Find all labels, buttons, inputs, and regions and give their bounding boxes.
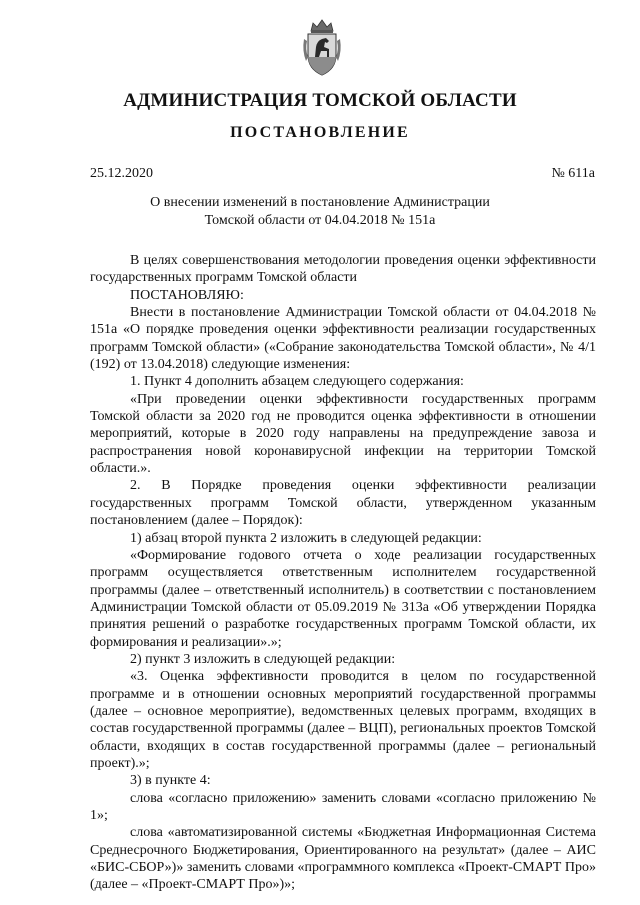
document-body (90, 252, 596, 894)
document-date: 25.12.2020 (90, 166, 153, 181)
paragraph: 3) в пункте 4: (130, 773, 211, 789)
paragraph: 2. В Порядке проведения оценки эффективности реализации государственных программ Томской области, утвержденном указанным постановлением (далее – Порядок): (90, 478, 596, 529)
paragraph: «Формирование годового отчета о ходе реализации государственных программ осуществляется ответственным исполнителем государственной программы (далее – ответственный исполнитель) в соответствии с постановлением Администрации Томской области от 05.09.2019 № 313а «Об утверждении Порядка принятия решений о разработке государственных программ Томской области, их формирования и реализации».»; (90, 547, 596, 650)
paragraph: 1. Пункт 4 дополнить абзацем следующего содержания: (130, 374, 464, 390)
document-subject (0, 194, 640, 230)
document-type-title: ПОСТАНОВЛЕНИЕ (230, 124, 410, 141)
paragraph-decree-word: ПОСТАНОВЛЯЮ: (130, 287, 244, 303)
organization-title: АДМИНИСТРАЦИЯ ТОМСКОЙ ОБЛАСТИ (123, 90, 517, 111)
subject-line: Томской области от 04.04.2018 № 151а (204, 213, 436, 228)
paragraph: 2) пункт 3 изложить в следующей редакции: (130, 651, 396, 667)
document-number: № 611а (551, 166, 595, 181)
subject-line: О внесении изменений в постановление Администрации (150, 195, 490, 210)
paragraph: 1) абзац второй пункта 2 изложить в следующей редакции: (130, 530, 482, 546)
paragraph: слова «согласно приложению» заменить словами «согласно приложению № 1»; (90, 790, 596, 823)
paragraph: В целях совершенствования методологии проведения оценки эффективности государственных программ Томской области (90, 253, 596, 286)
paragraph: «При проведении оценки эффективности государственных программ Томской области за 2020 год не проводится оценка эффективности в отношении мероприятий, которые в 2020 году направлены на предупреждение завоза и распространения новой коронавирусной инфекции на территории Томской области.». (90, 391, 596, 477)
paragraph: слова «автоматизированной системы «Бюджетная Информационная Система Среднесрочного Бюджетирования, Ориентированного на результат» (далее – АИС «БИС-СБОР»)» заменить словами «программного комплекса «Проект-СМАРТ Про» (далее – «Проект-СМАРТ Про»)»; (90, 825, 596, 893)
coat-of-arms-icon (302, 17, 342, 77)
paragraph: «3. Оценка эффективности проводится в целом по государственной программе и в отношении основных мероприятий государственной программы (далее – основное мероприятие), ведомственных целевых программ, входящих в состав государственной программы (далее – ВЦП), региональных проектов Томской области, входящих в состав государственной программы (далее – региональный проект).»; (90, 669, 596, 771)
paragraph: Внести в постановление Администрации Томской области от 04.04.2018 № 151а «О порядке проведения оценки эффективности реализации государственных программ Томской области» («Собрание законодательства Томской области», № 4/1 (192) от 13.04.2018) следующие изменения: (90, 305, 596, 373)
